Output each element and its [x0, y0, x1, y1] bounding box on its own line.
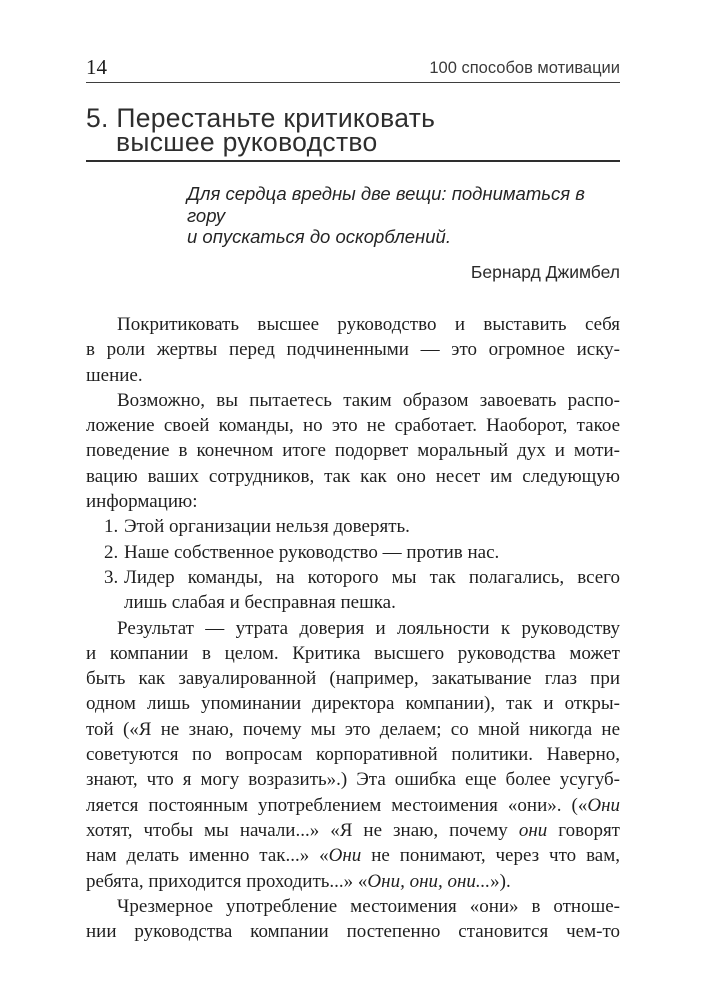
text-segment: Покритиковать высшее руководство и выставить себя — [117, 314, 620, 335]
text-segment: вацию ваших сотрудников, так как оно несет им следующую — [86, 465, 620, 487]
text-line — [124, 590, 620, 615]
text-line — [86, 489, 620, 514]
text-line — [86, 894, 620, 919]
chapter-title — [86, 103, 620, 157]
text-line — [86, 616, 620, 641]
header-rule — [86, 82, 620, 83]
text-line — [124, 540, 620, 565]
text-segment: хотят, чтобы мы начали...» «Я не знаю, почему — [86, 819, 519, 841]
epigraph-line: Для сердца вредны две вещи: подниматься в гору — [187, 183, 585, 226]
text-segment: одном лишь упоминании директора компании), так и откры- — [86, 693, 620, 715]
body-text — [86, 312, 620, 944]
text-segment: шение. — [86, 364, 143, 386]
text-segment: Наше собственное руководство — против нас. — [124, 541, 500, 563]
list-item — [86, 514, 620, 539]
text-segment: Чрезмерное употребление местоимения «они» в отноше- — [117, 895, 620, 917]
paragraph — [86, 312, 620, 388]
text-line — [86, 363, 620, 388]
text-segment: советуются по вопросам корпоративной политики. Наверно, — [86, 744, 620, 766]
text-segment: Результат — утрата доверия и лояльности к руководству — [117, 617, 620, 639]
text-segment: той («Я не знаю, почему мы это делаем; со мной никогда не — [86, 718, 620, 740]
text-line — [86, 388, 620, 413]
paragraph — [86, 388, 620, 514]
text-segment: ребята, приходится проходить...» « — [86, 870, 368, 892]
emphasized-text: Они, они, они... — [367, 870, 491, 892]
text-segment: не понимают, через что вам, — [361, 845, 620, 867]
text-line — [86, 438, 620, 463]
list-marker: 1. — [104, 516, 119, 538]
text-line — [124, 514, 620, 539]
text-line — [86, 742, 620, 767]
text-line — [86, 818, 620, 843]
text-line — [86, 869, 620, 894]
emphasized-text: они — [518, 819, 548, 841]
list-item — [86, 565, 620, 616]
text-line — [86, 312, 620, 337]
text-line — [86, 767, 620, 792]
text-segment: Лидер команды, на которого мы так полагались, всего — [124, 566, 620, 588]
emphasized-text: Они — [328, 845, 362, 867]
paragraph — [86, 616, 620, 894]
text-segment: »). — [490, 870, 511, 892]
text-line — [86, 793, 620, 818]
text-segment: ложение своей команды, но это не сработает. Наоборот, такое — [86, 415, 620, 437]
text-line — [86, 641, 620, 666]
text-segment: лишь слабая и бесправная пешка. — [124, 592, 396, 614]
page-header — [86, 57, 620, 78]
text-line — [86, 413, 620, 438]
text-segment: информацию: — [86, 491, 198, 513]
text-line — [86, 717, 620, 742]
emphasized-text: Они — [587, 794, 620, 816]
epigraph-attribution: Бернард Джимбел — [470, 261, 620, 282]
text-segment: нам делать именно так...» « — [86, 845, 329, 867]
list-marker: 3. — [104, 566, 119, 588]
text-segment: Этой организации нельзя доверять. — [124, 516, 410, 538]
text-line — [124, 565, 620, 590]
epigraph — [86, 183, 620, 283]
running-book-title: 100 способов мотивации — [429, 58, 620, 77]
paragraph — [86, 894, 620, 945]
text-line — [86, 666, 620, 691]
text-segment: говорят — [547, 819, 620, 841]
page-number: 14 — [86, 55, 107, 79]
text-segment: нии руководства компании постепенно становится чем-то — [86, 921, 620, 943]
epigraph-line: и опускаться до оскорблений. — [187, 226, 451, 247]
list-item — [86, 540, 620, 565]
chapter-title-line2: высшее руководство — [116, 127, 378, 157]
text-segment: быть как завуалированной (например, закатывание глаз при — [86, 668, 620, 690]
text-line — [86, 464, 620, 489]
text-line — [86, 691, 620, 716]
text-line — [86, 337, 620, 362]
text-segment: Возможно, вы пытаетесь таким образом завоевать распо- — [117, 389, 620, 411]
text-segment: и компании в целом. Критика высшего руководства может — [86, 642, 620, 664]
text-line — [86, 843, 620, 868]
text-segment: ляется постоянным употреблением местоимения «они». (« — [86, 794, 588, 816]
list-marker: 2. — [104, 541, 119, 563]
chapter-title-line1: 5. Перестаньте критиковать — [86, 103, 436, 133]
chapter-title-rule — [86, 160, 620, 162]
text-segment: знают, что я могу возразить».) Эта ошибка еще более усугуб- — [86, 769, 620, 791]
text-segment: поведение в конечном итоге подорвет моральный дух и моти- — [86, 440, 620, 462]
text-segment: в роли жертвы перед подчиненными — это огромное иску- — [86, 339, 620, 361]
text-line — [86, 919, 620, 944]
